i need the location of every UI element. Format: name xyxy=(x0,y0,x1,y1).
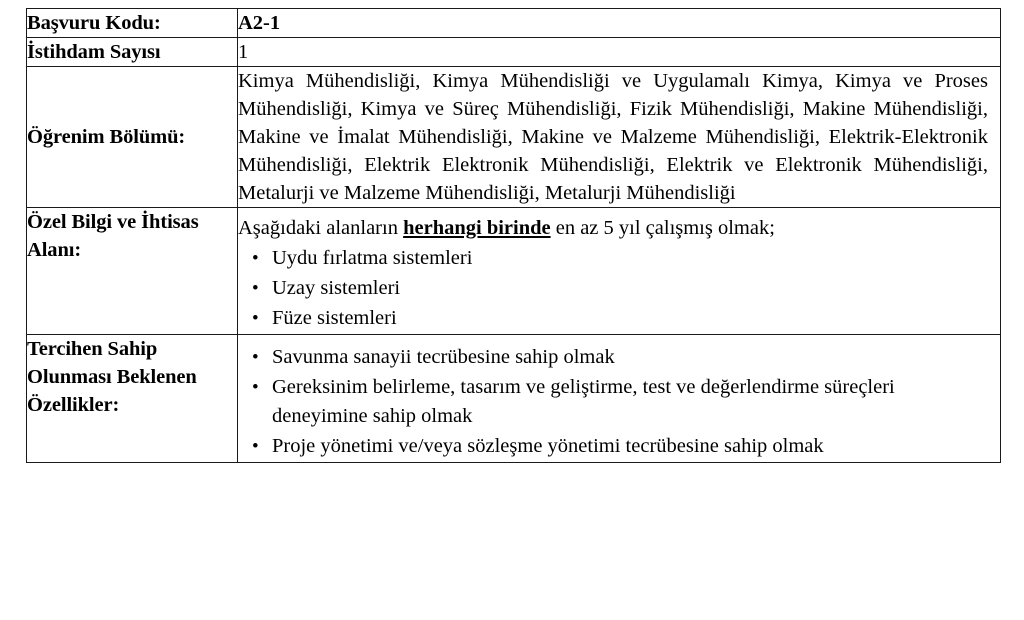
row-label-tercihen-ozellikler: Tercihen Sahip Olunması Beklenen Özellikler: xyxy=(27,335,238,463)
list-item: • Savunma sanayii tecrübesine sahip olmak xyxy=(272,343,1000,372)
row-value-ozel-bilgi-ihtisas-alani xyxy=(238,208,1001,335)
table-row xyxy=(27,208,1001,335)
criteria-intro-after: en az 5 yıl çalışmış olmak; xyxy=(550,217,775,239)
table-row xyxy=(27,9,1001,38)
row-label-istihdam-sayisi: İstihdam Sayısı xyxy=(27,38,238,67)
table-row xyxy=(27,38,1001,67)
preferred-bullet-list xyxy=(238,343,1000,461)
row-label-ozel-bilgi-ihtisas-alani: Özel Bilgi ve İhtisas Alanı: xyxy=(27,208,238,335)
table-row xyxy=(27,67,1001,208)
row-value-basvuru-kodu: A2-1 xyxy=(238,9,1001,38)
list-item: • Uydu fırlatma sistemleri xyxy=(272,244,1000,273)
row-value-ogrenim-bolumu: Kimya Mühendisliği, Kimya Mühendisliği ve Uygulamalı Kimya, Kimya ve Proses Mühendisliği, Kimya ve Süreç Mühendisliği, Fizik Mühendisliği, Makine Mühendisliği, Makine ve İmalat Mühendisliği, Makine ve Malzeme Mühendisliği, Elektrik-Elektronik Mühendisliği, Elektrik Elektronik Mühendisliği, Elektrik ve Elektronik Mühendisliği, Metalurji ve Malzeme Mühendisliği, Metalurji Mühendisliği xyxy=(238,67,1001,208)
list-item: • Gereksinim belirleme, tasarım ve geliştirme, test ve değerlendirme süreçleri deneyimine sahip olmak xyxy=(272,373,1000,431)
criteria-bullet-list xyxy=(238,244,1000,333)
table-row xyxy=(27,335,1001,463)
list-item: • Proje yönetimi ve/veya sözleşme yönetimi tecrübesine sahip olmak xyxy=(272,432,1000,461)
row-label-basvuru-kodu: Başvuru Kodu: xyxy=(27,9,238,38)
criteria-intro-before: Aşağıdaki alanların xyxy=(238,217,404,239)
list-item: • Uzay sistemleri xyxy=(272,274,1000,303)
list-item: • Füze sistemleri xyxy=(272,304,1000,333)
criteria-intro-line xyxy=(238,214,1000,242)
application-criteria-table xyxy=(26,8,1001,463)
criteria-intro-emphasis: herhangi birinde xyxy=(403,217,551,239)
row-value-istihdam-sayisi: 1 xyxy=(238,38,1001,67)
row-value-tercihen-ozellikler xyxy=(238,335,1001,463)
row-label-ogrenim-bolumu: Öğrenim Bölümü: xyxy=(27,67,238,208)
